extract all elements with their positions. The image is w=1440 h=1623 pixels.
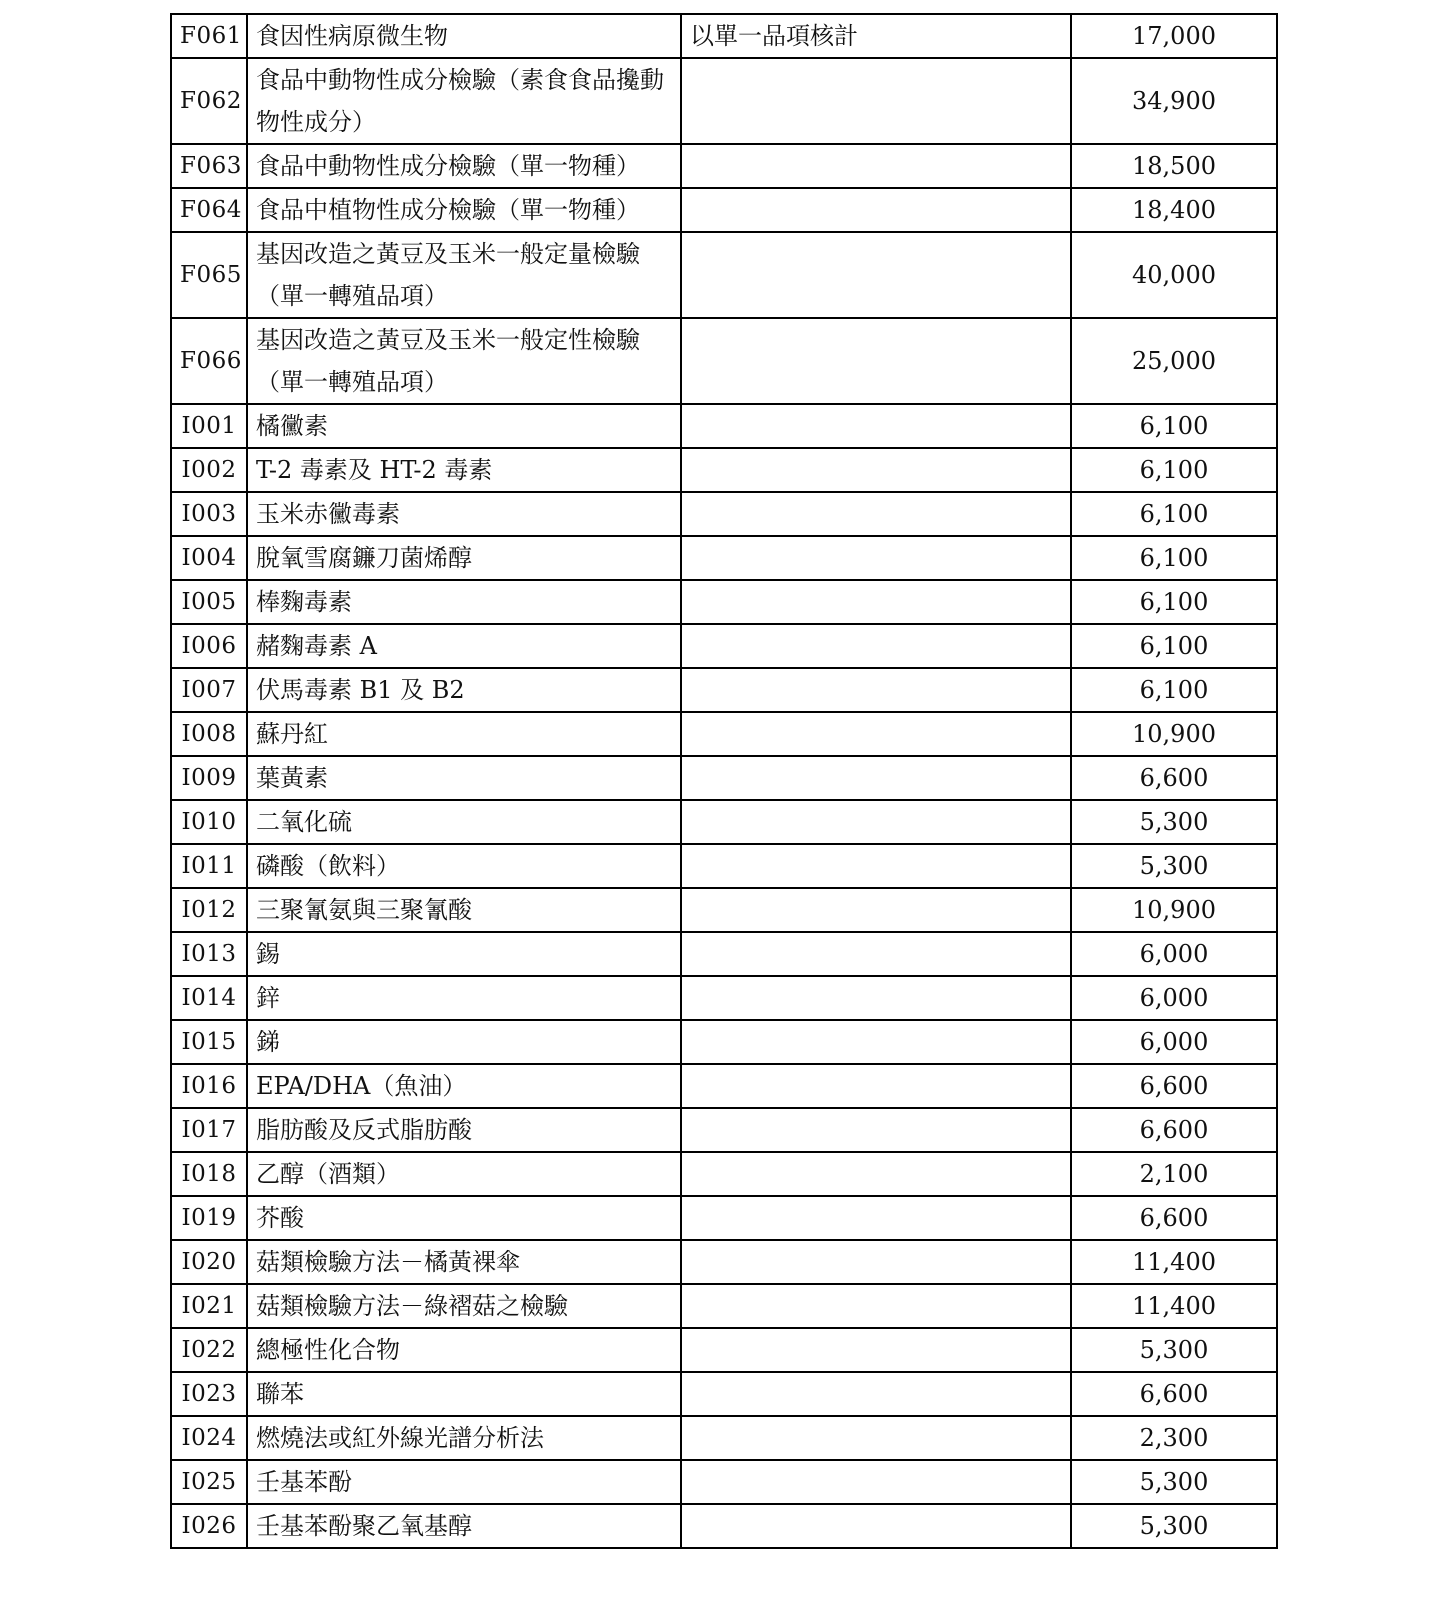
item-note-cell <box>681 188 1071 232</box>
table-row <box>171 1328 1277 1372</box>
item-code-cell: I026 <box>171 1504 247 1548</box>
item-name-cell: 脫氧雪腐鐮刀菌烯醇 <box>247 536 681 580</box>
item-name-cell: 錫 <box>247 932 681 976</box>
table-row <box>171 14 1277 58</box>
table-row <box>171 144 1277 188</box>
item-fee-cell: 6,100 <box>1071 448 1277 492</box>
item-code-cell: F063 <box>171 144 247 188</box>
item-name-cell: 蘇丹紅 <box>247 712 681 756</box>
item-code-cell: F062 <box>171 58 247 144</box>
item-code-cell: I018 <box>171 1152 247 1196</box>
item-name-cell: 乙醇（酒類） <box>247 1152 681 1196</box>
item-note-cell <box>681 888 1071 932</box>
item-fee-cell: 2,300 <box>1071 1416 1277 1460</box>
item-note-cell <box>681 1416 1071 1460</box>
item-code-cell: I016 <box>171 1064 247 1108</box>
item-note-cell <box>681 1460 1071 1504</box>
table-row <box>171 1020 1277 1064</box>
item-note-cell <box>681 844 1071 888</box>
item-name-cell: 脂肪酸及反式脂肪酸 <box>247 1108 681 1152</box>
item-fee-cell: 10,900 <box>1071 712 1277 756</box>
table-row <box>171 888 1277 932</box>
item-note-cell <box>681 1108 1071 1152</box>
fee-table <box>170 13 1278 1549</box>
table-row <box>171 1460 1277 1504</box>
item-fee-cell: 6,000 <box>1071 976 1277 1020</box>
item-code-cell: I006 <box>171 624 247 668</box>
item-fee-cell: 10,900 <box>1071 888 1277 932</box>
item-name-cell: 燃燒法或紅外線光譜分析法 <box>247 1416 681 1460</box>
item-code-cell: I015 <box>171 1020 247 1064</box>
table-row <box>171 1284 1277 1328</box>
item-fee-cell: 6,100 <box>1071 404 1277 448</box>
table-row <box>171 624 1277 668</box>
item-note-cell <box>681 976 1071 1020</box>
item-fee-cell: 5,300 <box>1071 844 1277 888</box>
item-name-cell: 棒麴毒素 <box>247 580 681 624</box>
item-code-cell: I011 <box>171 844 247 888</box>
item-note-cell <box>681 1020 1071 1064</box>
item-fee-cell: 40,000 <box>1071 232 1277 318</box>
item-name-cell: 芥酸 <box>247 1196 681 1240</box>
item-fee-cell: 5,300 <box>1071 1328 1277 1372</box>
item-fee-cell: 5,300 <box>1071 800 1277 844</box>
item-fee-cell: 6,100 <box>1071 492 1277 536</box>
item-code-cell: I007 <box>171 668 247 712</box>
item-fee-cell: 6,600 <box>1071 756 1277 800</box>
table-row <box>171 404 1277 448</box>
item-name-cell: 壬基苯酚聚乙氧基醇 <box>247 1504 681 1548</box>
table-row <box>171 1504 1277 1548</box>
item-code-cell: I010 <box>171 800 247 844</box>
item-name-cell: 二氧化硫 <box>247 800 681 844</box>
item-name-cell: T-2 毒素及 HT-2 毒素 <box>247 448 681 492</box>
item-code-cell: I024 <box>171 1416 247 1460</box>
item-code-cell: I023 <box>171 1372 247 1416</box>
item-name-cell: 銻 <box>247 1020 681 1064</box>
table-row <box>171 580 1277 624</box>
item-code-cell: F061 <box>171 14 247 58</box>
item-name-cell: 菇類檢驗方法－綠褶菇之檢驗 <box>247 1284 681 1328</box>
item-code-cell: I002 <box>171 448 247 492</box>
item-fee-cell: 11,400 <box>1071 1284 1277 1328</box>
table-row <box>171 712 1277 756</box>
item-note-cell <box>681 580 1071 624</box>
item-note-cell <box>681 624 1071 668</box>
item-note-cell <box>681 492 1071 536</box>
item-name-cell: 玉米赤黴毒素 <box>247 492 681 536</box>
item-name-cell: 基因改造之黃豆及玉米一般定性檢驗（單一轉殖品項） <box>247 318 681 404</box>
item-note-cell <box>681 756 1071 800</box>
table-row <box>171 232 1277 318</box>
item-fee-cell: 34,900 <box>1071 58 1277 144</box>
table-row <box>171 668 1277 712</box>
item-code-cell: F066 <box>171 318 247 404</box>
item-code-cell: I020 <box>171 1240 247 1284</box>
item-fee-cell: 5,300 <box>1071 1460 1277 1504</box>
item-code-cell: I005 <box>171 580 247 624</box>
item-note-cell <box>681 1328 1071 1372</box>
item-name-cell: 伏馬毒素 B1 及 B2 <box>247 668 681 712</box>
item-name-cell: 三聚氰氨與三聚氰酸 <box>247 888 681 932</box>
item-note-cell <box>681 1372 1071 1416</box>
item-note-cell <box>681 712 1071 756</box>
item-name-cell: 鋅 <box>247 976 681 1020</box>
table-row <box>171 1416 1277 1460</box>
table-row <box>171 58 1277 144</box>
item-name-cell: 食因性病原微生物 <box>247 14 681 58</box>
item-name-cell: 食品中植物性成分檢驗（單一物種） <box>247 188 681 232</box>
item-code-cell: I014 <box>171 976 247 1020</box>
table-row <box>171 188 1277 232</box>
item-code-cell: I025 <box>171 1460 247 1504</box>
item-name-cell: 橘黴素 <box>247 404 681 448</box>
item-note-cell <box>681 668 1071 712</box>
item-name-cell: 總極性化合物 <box>247 1328 681 1372</box>
table-row <box>171 1240 1277 1284</box>
item-code-cell: I013 <box>171 932 247 976</box>
item-fee-cell: 6,600 <box>1071 1108 1277 1152</box>
table-row <box>171 1108 1277 1152</box>
table-row <box>171 1064 1277 1108</box>
item-fee-cell: 6,100 <box>1071 536 1277 580</box>
table-row <box>171 756 1277 800</box>
item-name-cell: 壬基苯酚 <box>247 1460 681 1504</box>
item-note-cell <box>681 1284 1071 1328</box>
table-row <box>171 536 1277 580</box>
item-note-cell <box>681 1064 1071 1108</box>
item-fee-cell: 6,000 <box>1071 1020 1277 1064</box>
item-name-cell: EPA/DHA（魚油） <box>247 1064 681 1108</box>
item-fee-cell: 18,400 <box>1071 188 1277 232</box>
table-row <box>171 1152 1277 1196</box>
table-row <box>171 1372 1277 1416</box>
table-row <box>171 318 1277 404</box>
item-code-cell: I004 <box>171 536 247 580</box>
item-fee-cell: 6,100 <box>1071 624 1277 668</box>
item-code-cell: I021 <box>171 1284 247 1328</box>
item-note-cell <box>681 1240 1071 1284</box>
item-note-cell <box>681 536 1071 580</box>
table-row <box>171 976 1277 1020</box>
item-code-cell: I012 <box>171 888 247 932</box>
item-fee-cell: 2,100 <box>1071 1152 1277 1196</box>
item-note-cell <box>681 144 1071 188</box>
item-code-cell: I008 <box>171 712 247 756</box>
item-code-cell: I017 <box>171 1108 247 1152</box>
item-name-cell: 基因改造之黃豆及玉米一般定量檢驗（單一轉殖品項） <box>247 232 681 318</box>
item-code-cell: I022 <box>171 1328 247 1372</box>
item-note-cell <box>681 800 1071 844</box>
table-row <box>171 932 1277 976</box>
item-note-cell <box>681 404 1071 448</box>
item-fee-cell: 25,000 <box>1071 318 1277 404</box>
item-code-cell: I019 <box>171 1196 247 1240</box>
item-code-cell: F065 <box>171 232 247 318</box>
item-note-cell <box>681 58 1071 144</box>
item-code-cell: F064 <box>171 188 247 232</box>
fee-table-body <box>171 14 1277 1548</box>
item-name-cell: 葉黃素 <box>247 756 681 800</box>
item-code-cell: I009 <box>171 756 247 800</box>
table-row <box>171 800 1277 844</box>
item-name-cell: 食品中動物性成分檢驗（單一物種） <box>247 144 681 188</box>
item-fee-cell: 17,000 <box>1071 14 1277 58</box>
item-code-cell: I003 <box>171 492 247 536</box>
table-row <box>171 448 1277 492</box>
item-name-cell: 磷酸（飲料） <box>247 844 681 888</box>
item-fee-cell: 6,000 <box>1071 932 1277 976</box>
item-name-cell: 食品中動物性成分檢驗（素食食品攙動物性成分） <box>247 58 681 144</box>
item-fee-cell: 18,500 <box>1071 144 1277 188</box>
item-fee-cell: 5,300 <box>1071 1504 1277 1548</box>
table-row <box>171 844 1277 888</box>
item-fee-cell: 6,600 <box>1071 1372 1277 1416</box>
item-fee-cell: 6,600 <box>1071 1196 1277 1240</box>
table-row <box>171 1196 1277 1240</box>
item-note-cell <box>681 448 1071 492</box>
item-name-cell: 菇類檢驗方法－橘黃裸傘 <box>247 1240 681 1284</box>
item-fee-cell: 6,100 <box>1071 580 1277 624</box>
item-note-cell: 以單一品項核計 <box>681 14 1071 58</box>
item-fee-cell: 11,400 <box>1071 1240 1277 1284</box>
item-note-cell <box>681 232 1071 318</box>
item-note-cell <box>681 1152 1071 1196</box>
item-note-cell <box>681 1196 1071 1240</box>
item-note-cell <box>681 1504 1071 1548</box>
item-note-cell <box>681 932 1071 976</box>
item-fee-cell: 6,100 <box>1071 668 1277 712</box>
table-row <box>171 492 1277 536</box>
item-fee-cell: 6,600 <box>1071 1064 1277 1108</box>
item-name-cell: 赭麴毒素 A <box>247 624 681 668</box>
item-name-cell: 聯苯 <box>247 1372 681 1416</box>
item-code-cell: I001 <box>171 404 247 448</box>
item-note-cell <box>681 318 1071 404</box>
